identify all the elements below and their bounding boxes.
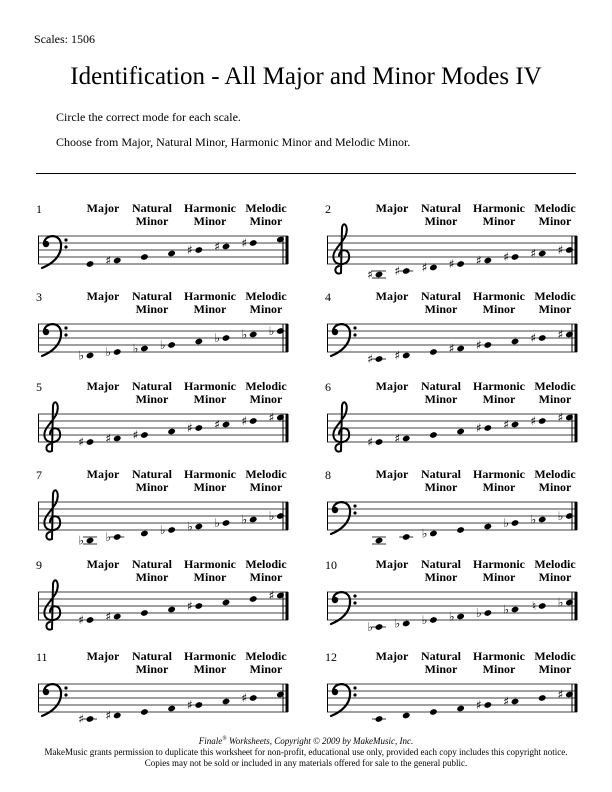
flat-icon: ♭: [132, 341, 139, 356]
sharp-icon: ♯: [214, 239, 220, 254]
flat-icon: ♭: [448, 609, 455, 624]
answer-option-natural[interactable]: Natural Minor: [132, 289, 172, 316]
notehead: [113, 712, 122, 720]
flat-icon: ♭: [105, 345, 112, 359]
flat-icon: ♭: [268, 509, 275, 523]
notehead: [429, 616, 438, 624]
exercise-number: 2: [325, 202, 331, 216]
bass-clef-icon: [42, 324, 68, 356]
notehead: [538, 250, 547, 258]
exercise-number: 8: [325, 468, 331, 482]
answer-option-natural[interactable]: Natural Minor: [421, 379, 461, 406]
registered-mark: ®: [222, 736, 227, 742]
notehead: [483, 609, 492, 617]
answer-option-natural[interactable]: Natural Minor: [132, 201, 172, 228]
sharp-icon: ♯: [475, 421, 482, 435]
answer-option-natural[interactable]: Natural Minor: [132, 649, 172, 676]
answer-option-natural[interactable]: Natural Minor: [132, 379, 172, 406]
music-staff: [327, 308, 580, 368]
sharp-icon: ♯: [105, 253, 112, 268]
notehead: [456, 428, 465, 436]
notehead: [167, 428, 176, 436]
copyright-footer: [0, 734, 612, 769]
answer-option-harmonic[interactable]: Harmonic Minor: [473, 201, 525, 228]
notehead: [140, 708, 149, 716]
notehead: [86, 715, 95, 723]
brand-name: Finale: [198, 736, 223, 746]
notehead: [140, 345, 149, 353]
answer-option-major[interactable]: Major: [375, 557, 409, 571]
notehead: [511, 606, 520, 614]
sharp-icon: ♯: [367, 267, 373, 282]
answer-option-major[interactable]: Major: [375, 379, 409, 393]
footer-line-3: Copies may not be sold or included in any materials offered for sale to the general public.: [144, 758, 468, 768]
sharp-icon: ♯: [530, 331, 537, 345]
exercise-number: 3: [36, 290, 42, 304]
answer-option-major[interactable]: Major: [86, 289, 120, 303]
music-staff: [38, 576, 291, 636]
exercise-number: 9: [36, 558, 42, 572]
sharp-icon: ♯: [78, 435, 84, 449]
notehead: [194, 602, 203, 610]
sharp-icon: ♯: [186, 599, 193, 613]
sharp-icon: ♯: [448, 341, 455, 356]
notehead: [375, 623, 384, 631]
music-staff: [327, 668, 580, 728]
answer-option-major[interactable]: Major: [86, 649, 120, 663]
answer-option-melodic[interactable]: Melodic Minor: [534, 289, 576, 316]
answer-option-harmonic[interactable]: Harmonic Minor: [473, 557, 525, 584]
notehead: [140, 431, 149, 439]
answer-option-harmonic[interactable]: Harmonic Minor: [473, 649, 525, 676]
music-staff: [327, 398, 580, 458]
sharp-icon: ♯: [268, 410, 275, 425]
sharp-icon: ♯: [394, 264, 401, 278]
bass-clef-icon: [331, 324, 357, 356]
notehead: [429, 708, 438, 716]
flat-icon: ♭: [241, 512, 248, 527]
sharp-icon: ♯: [557, 687, 564, 702]
answer-option-major[interactable]: Major: [375, 649, 409, 663]
notehead: [167, 526, 176, 534]
notehead: [86, 537, 95, 545]
notehead: [456, 526, 465, 534]
sharp-icon: ♯: [214, 417, 220, 432]
treble-clef-icon: [44, 490, 60, 539]
notehead: [483, 257, 492, 265]
music-staff: [38, 668, 291, 728]
notehead: [113, 613, 122, 621]
notehead: [456, 613, 465, 621]
notehead: [402, 620, 411, 628]
notehead: [402, 533, 411, 541]
answer-option-melodic[interactable]: Melodic Minor: [245, 201, 287, 228]
notehead: [375, 355, 384, 363]
notehead: [194, 424, 203, 432]
bass-clef-icon: [42, 236, 68, 268]
notehead: [483, 341, 492, 349]
sharp-icon: ♯: [78, 712, 84, 726]
sharp-icon: ♯: [394, 348, 401, 363]
treble-clef-icon: [44, 580, 60, 629]
answer-option-harmonic[interactable]: Harmonic Minor: [184, 201, 236, 228]
notehead: [222, 519, 231, 527]
notehead: [222, 698, 231, 706]
treble-clef-icon: [44, 402, 60, 451]
answer-option-natural[interactable]: Natural Minor: [132, 467, 172, 494]
bass-clef-icon: [331, 684, 357, 716]
answer-option-harmonic[interactable]: Harmonic Minor: [184, 379, 236, 406]
answer-option-major[interactable]: Major: [375, 467, 409, 481]
notehead: [140, 530, 149, 538]
answer-option-melodic[interactable]: Melodic Minor: [245, 557, 287, 584]
sharp-icon: ♯: [503, 417, 509, 432]
sharp-icon: ♯: [557, 410, 564, 425]
notehead: [375, 715, 384, 723]
sharp-icon: ♯: [186, 243, 193, 257]
notehead: [429, 431, 438, 439]
sharp-icon: ♯: [475, 338, 482, 352]
notehead: [375, 537, 384, 545]
notehead: [113, 435, 122, 443]
answer-option-natural[interactable]: Natural Minor: [421, 201, 461, 228]
exercise-number: 6: [325, 380, 331, 394]
notehead: [511, 519, 520, 527]
sharp-icon: ♯: [530, 246, 537, 261]
notehead: [249, 694, 258, 702]
divider: [36, 173, 576, 174]
notehead: [538, 516, 547, 524]
answer-option-natural[interactable]: Natural Minor: [132, 557, 172, 584]
exercise-number: 1: [36, 202, 42, 216]
notehead: [456, 705, 465, 713]
answer-option-major[interactable]: Major: [375, 289, 409, 303]
notehead: [429, 348, 438, 356]
flat-icon: ♭: [78, 533, 84, 548]
notehead: [402, 435, 411, 443]
notehead: [249, 516, 258, 524]
answer-option-harmonic[interactable]: Harmonic Minor: [473, 467, 525, 494]
instruction-line: Choose from Major, Natural Minor, Harmonic Minor and Melodic Minor.: [56, 135, 411, 149]
answer-option-melodic[interactable]: Melodic Minor: [534, 649, 576, 676]
answer-option-harmonic[interactable]: Harmonic Minor: [473, 289, 525, 316]
notehead: [511, 338, 520, 346]
notehead: [249, 417, 258, 425]
answer-option-melodic[interactable]: Melodic Minor: [245, 289, 287, 316]
page-title: Identification - All Major and Minor Modes IV: [70, 63, 542, 90]
answer-option-natural[interactable]: Natural Minor: [421, 467, 461, 494]
bass-clef-icon: [331, 502, 357, 534]
exercise-number: 7: [36, 468, 42, 482]
footer-line-2: MakeMusic grants permission to duplicate this worksheet for non-profit, educational use only, provided each copy includes this copyright notice.: [44, 747, 568, 757]
notehead: [113, 257, 122, 265]
footer-line-1-text: Worksheets, Copyright © 2009 by MakeMusic, Inc.: [226, 736, 414, 746]
flat-icon: ♭: [159, 338, 166, 352]
notehead: [538, 694, 547, 702]
notehead: [222, 334, 231, 342]
notehead: [375, 271, 384, 279]
sharp-icon: ♯: [186, 421, 193, 435]
flat-icon: ♭: [105, 530, 112, 544]
flat-icon: ♭: [503, 516, 509, 530]
bass-clef-icon: [42, 684, 68, 716]
flat-icon: ♭: [367, 620, 373, 634]
notehead: [483, 523, 492, 531]
exercise-number: 4: [325, 290, 331, 304]
flat-icon: ♭: [557, 595, 564, 610]
notehead: [222, 421, 231, 429]
notehead: [167, 705, 176, 713]
notehead: [113, 533, 122, 541]
answer-option-natural[interactable]: Natural Minor: [421, 557, 461, 584]
notehead: [167, 341, 176, 349]
answer-option-melodic[interactable]: Melodic Minor: [245, 379, 287, 406]
notehead: [140, 253, 149, 261]
flat-icon: ♭: [214, 331, 220, 345]
notehead: [483, 701, 492, 709]
answer-option-major[interactable]: Major: [86, 467, 120, 481]
exercise-number: 11: [36, 650, 48, 664]
bass-clef-icon: [331, 592, 357, 624]
answer-option-melodic[interactable]: Melodic Minor: [534, 379, 576, 406]
answer-option-melodic[interactable]: Melodic Minor: [245, 467, 287, 494]
sharp-icon: ♯: [503, 250, 509, 264]
exercise-number: 12: [325, 650, 337, 664]
notehead: [86, 438, 95, 446]
notehead: [456, 260, 465, 268]
notehead: [222, 599, 231, 607]
flat-icon: ♭: [421, 613, 428, 627]
flat-icon: ♭: [268, 324, 275, 338]
sharp-icon: ♯: [241, 236, 248, 250]
answer-option-harmonic[interactable]: Harmonic Minor: [184, 557, 236, 584]
flat-icon: ♭: [78, 348, 84, 363]
sharp-icon: ♯: [367, 352, 373, 366]
notehead: [140, 609, 149, 617]
notehead: [538, 417, 547, 425]
flat-icon: ♭: [421, 526, 428, 541]
sharp-icon: ♯: [421, 260, 428, 275]
music-staff: [38, 486, 291, 546]
footer-line-1: [0, 734, 612, 747]
answer-option-major[interactable]: Major: [86, 379, 120, 393]
sharp-icon: ♯: [105, 609, 112, 624]
answer-option-natural[interactable]: Natural Minor: [421, 289, 461, 316]
sharp-icon: ♯: [241, 414, 248, 428]
notehead: [167, 606, 176, 614]
sharp-icon: ♯: [394, 431, 401, 446]
answer-option-harmonic[interactable]: Harmonic Minor: [184, 467, 236, 494]
sharp-icon: ♯: [268, 588, 275, 603]
music-staff: [38, 308, 291, 368]
flat-icon: ♭: [476, 606, 482, 620]
flat-icon: ♭: [530, 512, 537, 527]
notehead: [86, 260, 95, 268]
natural-icon: ♮: [531, 599, 537, 613]
treble-clef-icon: [333, 224, 349, 273]
answer-option-major[interactable]: Major: [86, 201, 120, 215]
notehead: [538, 602, 547, 610]
sharp-icon: ♯: [557, 327, 564, 342]
music-staff: [38, 220, 291, 280]
sharp-icon: ♯: [475, 253, 482, 268]
notehead: [86, 352, 95, 360]
notehead: [113, 348, 122, 356]
worksheet-code: Scales: 1506: [34, 32, 95, 46]
notehead: [249, 239, 258, 247]
music-staff: [327, 220, 580, 280]
flat-icon: ♭: [503, 602, 509, 617]
exercise-number: 10: [325, 558, 337, 572]
notehead: [402, 712, 411, 720]
notehead: [375, 438, 384, 446]
notehead: [249, 331, 258, 339]
notehead: [511, 253, 520, 261]
sharp-icon: ♯: [78, 613, 84, 627]
flat-icon: ♭: [557, 509, 564, 523]
answer-option-melodic[interactable]: Melodic Minor: [245, 649, 287, 676]
answer-option-major[interactable]: Major: [375, 201, 409, 215]
sharp-icon: ♯: [475, 698, 482, 712]
treble-clef-icon: [333, 402, 349, 451]
instruction-line: Circle the correct mode for each scale.: [56, 110, 241, 124]
notehead: [194, 246, 203, 254]
sharp-icon: ♯: [241, 691, 248, 705]
notehead: [194, 338, 203, 346]
notehead: [429, 530, 438, 538]
notehead: [429, 264, 438, 272]
flat-icon: ♭: [214, 516, 220, 530]
notehead: [86, 616, 95, 624]
notehead: [402, 352, 411, 360]
notehead: [194, 701, 203, 709]
answer-option-natural[interactable]: Natural Minor: [421, 649, 461, 676]
answer-option-melodic[interactable]: Melodic Minor: [534, 201, 576, 228]
notehead: [511, 421, 520, 429]
flat-icon: ♭: [394, 616, 401, 631]
sharp-icon: ♯: [503, 694, 509, 709]
sharp-icon: ♯: [186, 698, 193, 712]
sharp-icon: ♯: [105, 431, 112, 446]
flat-icon: ♭: [241, 327, 248, 342]
answer-option-major[interactable]: Major: [86, 557, 120, 571]
sharp-icon: ♯: [132, 428, 139, 442]
notehead: [167, 250, 176, 258]
notehead: [194, 523, 203, 531]
flat-icon: ♭: [187, 519, 193, 534]
answer-option-harmonic[interactable]: Harmonic Minor: [184, 649, 236, 676]
answer-option-melodic[interactable]: Melodic Minor: [534, 557, 576, 584]
flat-icon: ♭: [159, 523, 166, 537]
notehead: [538, 334, 547, 342]
music-staff: [327, 486, 580, 546]
notehead: [249, 595, 258, 603]
notehead: [402, 267, 411, 275]
music-staff: [38, 398, 291, 458]
notehead: [222, 243, 231, 251]
exercise-number: 5: [36, 380, 42, 394]
sharp-icon: ♯: [367, 435, 373, 449]
notehead: [483, 424, 492, 432]
answer-option-melodic[interactable]: Melodic Minor: [534, 467, 576, 494]
notehead: [456, 345, 465, 353]
sharp-icon: ♯: [530, 414, 537, 428]
sharp-icon: ♯: [105, 708, 112, 723]
answer-option-harmonic[interactable]: Harmonic Minor: [473, 379, 525, 406]
answer-option-harmonic[interactable]: Harmonic Minor: [184, 289, 236, 316]
sharp-icon: ♯: [448, 257, 455, 271]
sharp-icon: ♯: [557, 243, 564, 257]
notehead: [511, 698, 520, 706]
music-staff: [327, 576, 580, 636]
